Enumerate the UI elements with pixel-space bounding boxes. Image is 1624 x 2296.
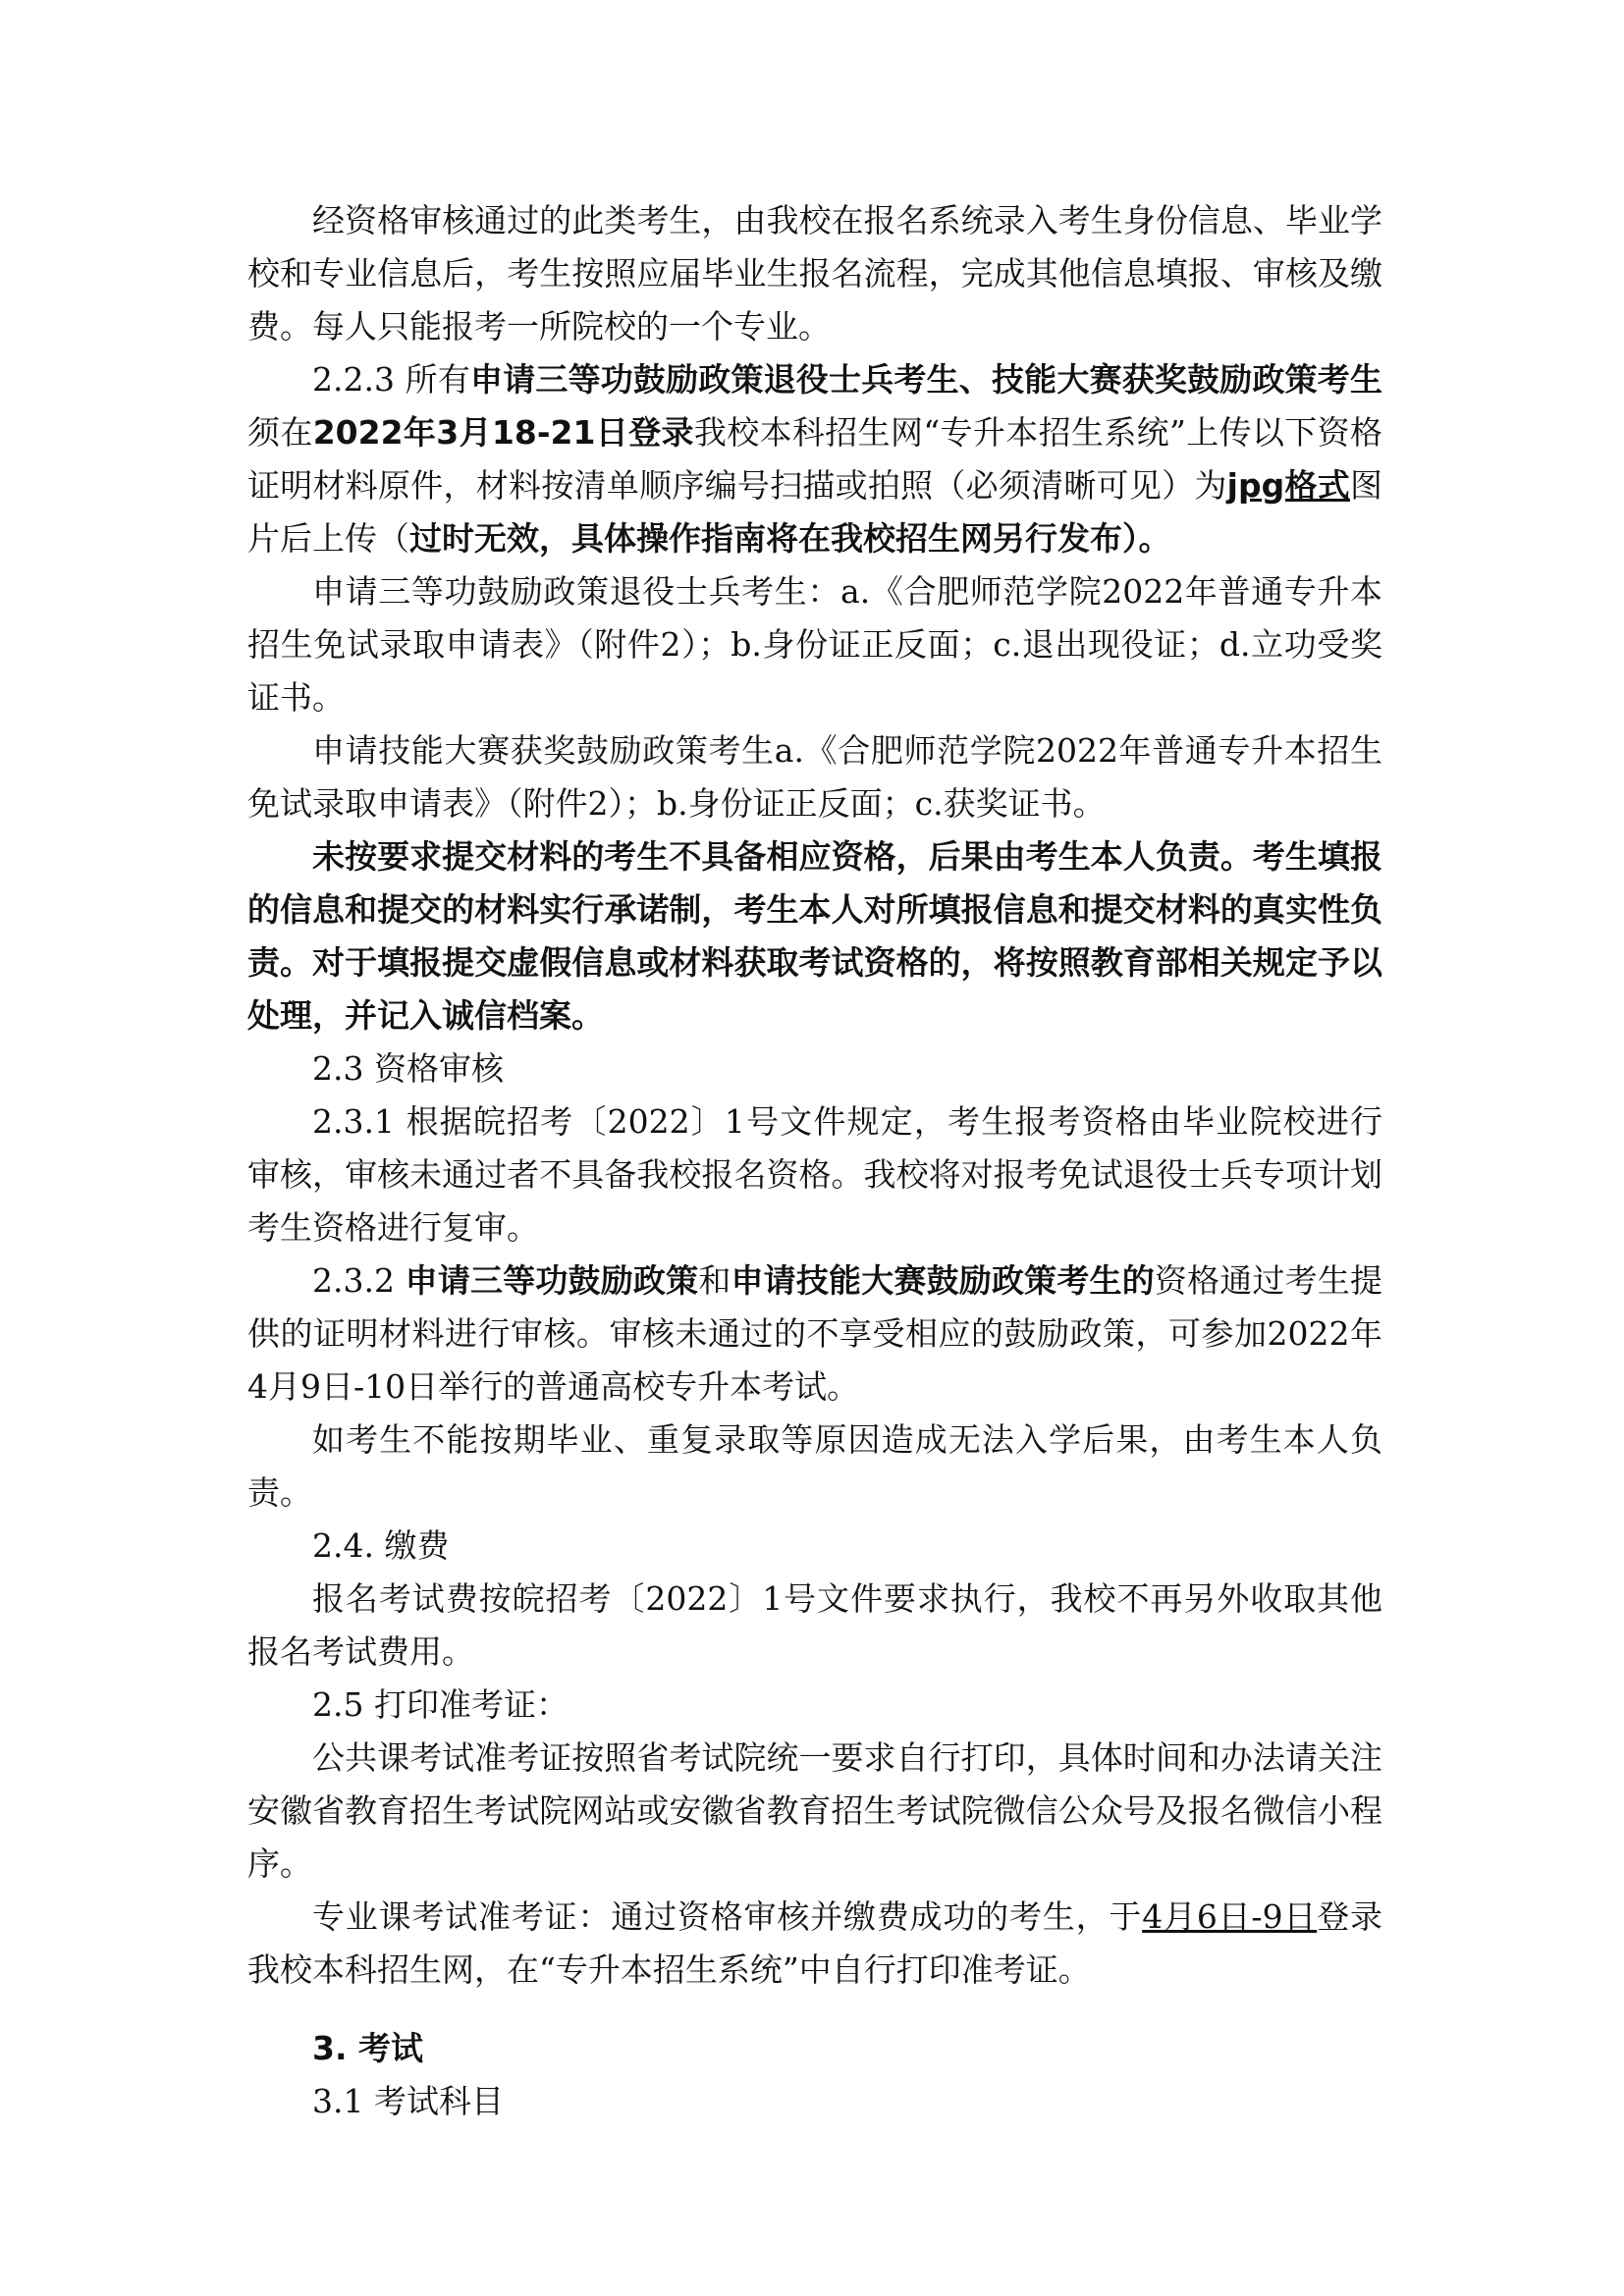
paragraph-skill-contest-materials: 申请技能大赛获奖鼓励政策考生a.《合肥师范学院2022年普通专升本招生免试录取申请表》（附件2）；b.身份证正反面；c.获奖证书。 [247,731,1382,823]
bold-upload-date: 2022年3月18-21日登录 [312,413,694,452]
text-segment: 登录我校本科招生网，在“专升本招生系统”中自行打印准考证。 [247,1897,1383,1989]
text-segment: 资格通过考生提供的证明材料进行审核。审核未通过的不享受相应的鼓励政策，可参加2022年4月9日-10日举行的普通高校专升本考试。 [247,1261,1383,1406]
text-segment: 须在 [247,413,313,452]
document-page [247,194,1382,2128]
section-number: 2.3.2 [312,1261,406,1300]
text-segment: 和 [698,1261,731,1300]
bold-merit-policy: 申请三等功鼓励政策 [405,1261,699,1300]
paragraph-fees: 报名考试费按皖招考〔2022〕1号文件要求执行，我校不再另外收取其他报名考试费用。 [247,1579,1382,1671]
bold-skill-policy: 申请技能大赛鼓励政策考生的 [731,1261,1155,1300]
paragraph-veteran-materials: 申请三等功鼓励政策退役士兵考生：a.《合肥师范学院2022年普通专升本招生免试录取申请表》（附件2）；b.身份证正反面；c.退出现役证；d.立功受奖证书。 [247,572,1382,717]
heading-2-5: 2.5 打印准考证： [312,1685,568,1724]
paragraph-major-admission-ticket [247,1891,1382,1997]
underlined-print-dates: 4月6日-9日 [1142,1897,1318,1936]
bold-expired-invalid: 过时无效 [409,519,539,558]
paragraph-graduation-note: 如考生不能按期毕业、重复录取等原因造成无法入学后果，由考生本人负责。 [247,1420,1382,1512]
section-gap [247,1997,1382,2022]
text-segment: ，具体操作指南将在我校招生网另行发布）。 [539,519,1171,558]
paragraph-2-3-1: 2.3.1 根据皖招考〔2022〕1号文件规定，考生报考资格由毕业院校进行审核，审核未通过者不具备我校报名资格。我校将对报考免试退役士兵专项计划考生资格进行复审。 [247,1102,1382,1247]
paragraph-bold-warning: 未按要求提交材料的考生不具备相应资格，后果由考生本人负责。考生填报的信息和提交的材料实行承诺制，考生本人对所填报信息和提交材料的真实性负责。对于填报提交虚假信息或材料获取考试资格的，将按照教育部相关规定予以处理，并记入诚信档案。 [247,837,1382,1035]
heading-3-exam: 3. 考试 [312,2029,423,2067]
heading-2-4: 2.4. 缴费 [312,1526,450,1565]
paragraph-exempt-registration: 经资格审核通过的此类考生，由我校在报名系统录入考生身份信息、毕业学校和专业信息后，考生按照应届毕业生报名流程，完成其他信息填报、审核及缴费。每人只能报考一所院校的一个专业。 [247,201,1382,346]
text-segment: 我校本科招生网“专升本招生系统”上传以下资格证明材料原件，材料按清单顺序编号扫描或拍照（必须清晰可见）为 [247,413,1382,505]
text-segment: 专业课考试准考证：通过资格审核并缴费成功的考生，于 [312,1897,1143,1936]
paragraph-public-admission-ticket: 公共课考试准考证按照省考试院统一要求自行打印，具体时间和办法请关注安徽省教育招生考试院网站或安徽省教育招生考试院微信公众号及报名微信小程序。 [247,1738,1382,1883]
paragraph-2-2-3 [247,353,1382,565]
section-number: 2.2.3 所有 [312,360,471,399]
underlined-jpg-format: jpg格式 [1226,466,1350,505]
text-segment: 图片后上传（ [247,466,1382,558]
heading-2-3: 2.3 资格审核 [312,1049,504,1088]
paragraph-2-3-2 [247,1255,1382,1414]
bold-applicant-types: 申请三等功鼓励政策退役士兵考生、技能大赛获奖鼓励政策考生 [470,360,1382,399]
heading-3-1: 3.1 考试科目 [312,2082,504,2120]
